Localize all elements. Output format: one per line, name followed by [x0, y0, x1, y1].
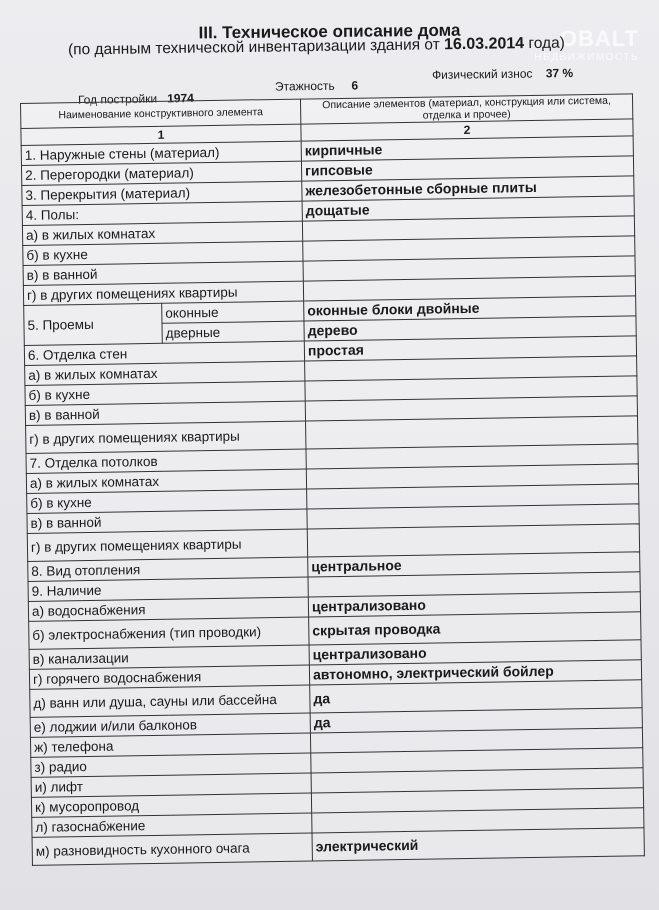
subtitle-prefix: (по данным технической инвентаризации здания от [67, 36, 440, 59]
document-title: III. Техническое описание дома [198, 20, 461, 43]
element-name-cell: 8. Вид отопления [28, 557, 308, 581]
element-name-cell: г) в других помещениях квартиры [23, 281, 303, 305]
element-name-cell: 3. Перекрытия (материал) [22, 181, 302, 205]
wear-value: 37 % [545, 66, 574, 81]
element-name-cell: д) ванн или душа, сауны или бассейна [30, 685, 310, 717]
element-name-cell: а) в жилых комнатах [22, 221, 302, 245]
element-name-cell: в) в ванной [27, 509, 307, 533]
physical-wear [432, 66, 573, 82]
element-description-cell: да [310, 708, 642, 733]
element-description-cell: да [310, 680, 642, 713]
element-name-cell: б) электроснабжения (тип проводки) [29, 617, 309, 649]
openings-value-windows: оконные блоки двойные [304, 296, 636, 321]
element-name-cell: е) лоджии и/или балконов [30, 713, 310, 737]
openings-value-doors: дерево [304, 316, 636, 341]
element-name-cell: з) радио [31, 753, 311, 777]
watermark-sub: НЕДВИЖИМОСТЬ [534, 52, 639, 63]
openings-label: 5. Проемы [24, 303, 163, 345]
element-name-cell: г) горячего водоснабжения [29, 665, 309, 689]
element-description-cell: автономно, электрический бойлер [309, 660, 641, 685]
element-name-cell: 7. Отделка потолков [26, 449, 306, 473]
floors-value: 6 [351, 78, 359, 93]
element-description-cell: железобетонные сборные плиты [302, 176, 634, 201]
element-name-cell: г) в других помещениях квартиры [27, 529, 307, 561]
element-description-cell: центральное [308, 552, 640, 577]
subtitle-suffix: года) [528, 34, 565, 53]
element-description-cell: централизовано [309, 640, 641, 665]
wear-label: Физический износ [431, 66, 533, 82]
col1-number: 1 [21, 124, 301, 145]
watermark-main: OBALT [559, 26, 639, 51]
col2-number: 2 [301, 119, 633, 141]
element-name-cell: в) в ванной [25, 401, 305, 425]
col2-header: Описание элементов (материал, конструкция или система, отделка и прочее) [300, 94, 632, 124]
element-name-cell: 6. Отделка стен [24, 341, 304, 365]
year-label: Год постройки [77, 91, 158, 108]
year-value: 1974 [167, 90, 194, 106]
element-description-cell: централизовано [308, 592, 640, 617]
element-name-cell: 2. Перегородки (материал) [21, 161, 301, 185]
floors [275, 78, 358, 93]
element-name-cell: г) в других помещениях квартиры [26, 421, 306, 453]
element-name-cell: 9. Наличие [28, 577, 308, 601]
openings-sub-doors: дверные [162, 321, 304, 343]
openings-sub-windows: оконные [162, 301, 304, 323]
element-name-cell: а) в жилых комнатах [26, 469, 306, 493]
floors-label: Этажность [274, 78, 335, 94]
element-name-cell: в) канализации [29, 645, 309, 669]
element-name-cell: к) мусоропровод [31, 793, 311, 817]
element-name-cell: 1. Наружные стены (материал) [21, 141, 301, 165]
col1-header: Наименование конструктивного элемента [21, 99, 301, 128]
element-name-cell: в) в ванной [23, 261, 303, 285]
element-name-cell: а) в жилых комнатах [25, 361, 305, 385]
element-name-cell: б) в кухне [23, 241, 303, 265]
element-name-cell: б) в кухне [27, 489, 307, 513]
element-description-cell: кирпичные [301, 136, 633, 161]
element-description-cell: электрический [312, 828, 644, 861]
element-description-cell: гипсовые [301, 156, 633, 181]
element-name-cell: м) разновидность кухонного очага [32, 833, 312, 865]
element-name-cell: л) газоснабжение [32, 813, 312, 837]
description-table [20, 90, 645, 866]
element-description-cell: дощатые [302, 196, 634, 221]
element-name-cell: 4. Полы: [22, 201, 302, 225]
element-name-cell: б) в кухне [25, 381, 305, 405]
element-name-cell: а) водоснабжения [28, 597, 308, 621]
subtitle-date: 16.03.2014 [443, 35, 525, 54]
element-name-cell: ж) телефона [30, 733, 310, 757]
element-description-cell: простая [304, 336, 636, 361]
element-name-cell: и) лифт [31, 773, 311, 797]
element-description-cell: скрытая проводка [309, 612, 641, 645]
